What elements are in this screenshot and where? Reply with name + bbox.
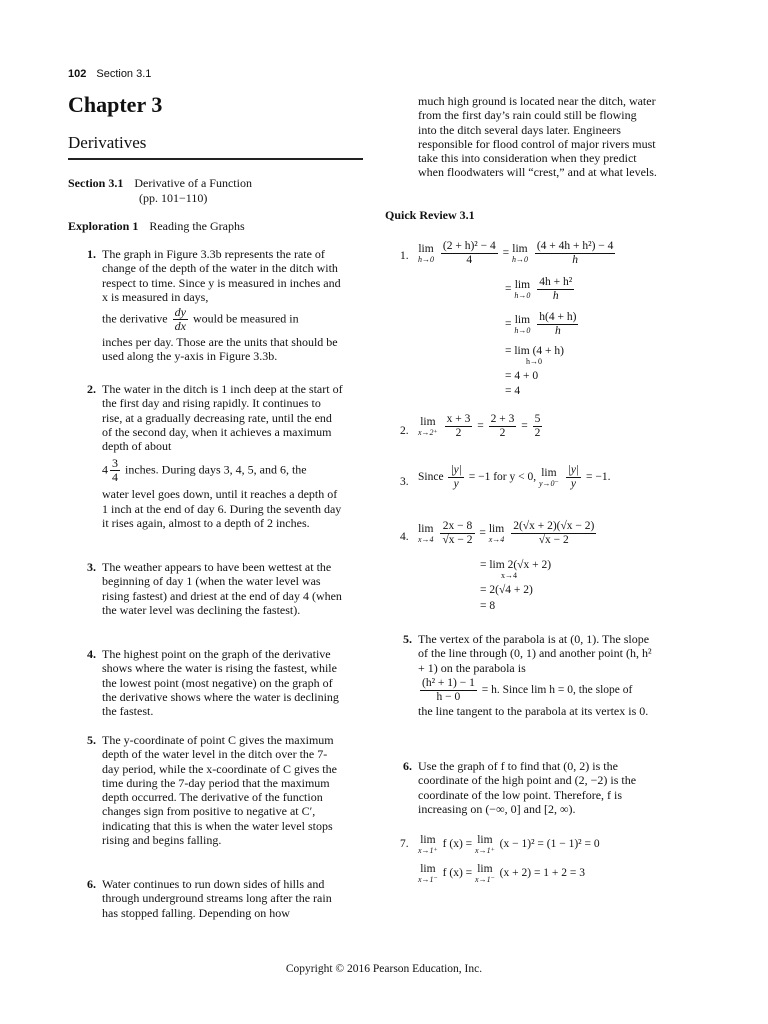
exploration-item-3 [84,560,344,617]
review-4-line-4: = 8 [480,600,496,612]
dy-dx-fraction: $\frac{dy}{dx}$ [174,305,186,334]
derivative-line [102,306,344,333]
exploration-label: Exploration 1 [68,219,139,233]
item-text: The y-coordinate of point C gives the maximum depth of the water level in the ditch over the 7-day period, while the x-coordinate of C gives the time during the 7-day period that the maximum depth occurred. The derivative of the function changes sign from positive to negative at C′, indicating that this is when the water level stops rising and begins falling. [102,733,337,848]
review-number-3: 3. [400,476,409,488]
item-number: 6. [403,759,412,773]
item-text: inches. During days 3, 4, 5, and 6, the [125,462,307,477]
review-number-4: 4. [400,531,409,543]
section-title: Derivative of a Function [134,176,252,190]
review-1-line-4-sub: h→0 [526,357,542,366]
item-text: The graph in Figure 3.3b represents the rate of change of the depth of the water in the ditch with respect to time. Since y is measured in inches and x is measured in days, [102,247,341,304]
running-header [68,68,151,80]
mixed-number-line [102,457,344,484]
review-1-line-6: = 4 [505,385,521,397]
item-text: Use the graph of f to find that (0, 2) is the coordinate of the high point and (2, −2) is the coordinate of the low point. Therefore, f is increasing on (−∞, 0] and [2, ∞). [418,759,637,816]
exploration-item-4 [84,647,344,718]
item-text: the line tangent to the parabola at its vertex is 0. [418,703,649,718]
review-number-1: 1. [400,250,409,262]
item-text: would be measured in [192,311,299,326]
exploration-item-6-continuation: much high ground is located near the ditch, water from the first day’s rain could still be flowing into the ditch several days later. Engineers responsible for flood control of major rivers must take this into consideration when they predict when floodwaters will “crest,” and at what levels. [418,94,657,180]
item-text: The highest point on the graph of the derivative shows where the water is rising the fastest, while the lowest point (most negative) on the graph of the derivative shows where the water is declining the fastest. [102,647,339,719]
item-number: 3. [87,560,96,574]
review-2-line: lim x→2⁺ $\frac{x + 3}{2}$ = $\frac{2 + 3}{2}$ = $\frac{5}{2}$ [418,413,541,439]
item-text: inches per day. Those are the units that should be used along the y-axis in Figure 3.3b. [102,335,338,364]
section-label: Section 3.1 [68,176,124,190]
review-7-line-1: lim x→1⁺ f (x) = lim x→1⁺ (x − 1)² = (1 − 1)² = 0 [418,834,600,855]
review-1-line-3: = lim h→0 $\frac{h(4 + h)}{h}$ [505,311,577,337]
item-number: 4. [87,647,96,661]
review-1-line-4: = lim (4 + h) [505,345,564,357]
review-4-line-1: lim x→4 $\frac{2x - 8}{√x - 2}$ = lim x→4 $\frac{2(√x + 2)(√x - 2)}{√x - 2}$ [418,520,595,546]
review-7-line-2: lim x→1⁻ f (x) = lim x→1⁻ (x + 2) = 1 + 2 = 3 [418,863,586,884]
review-5-math: $\frac{\text{(h² + 1) − 1}}{h - 0}$ = h. Since lim h = 0, the slope of [422,676,633,703]
review-4-line-2-sub: x→4 [501,571,517,580]
item-number: 1. [87,247,96,261]
item-text: The vertex of the parabola is at (0, 1). The slope of the line through (0, 1) and another point (h, h² + 1) on the parabola is [418,632,652,675]
title-rule [68,158,363,160]
review-4-line-3: = 2(√4 + 2) [480,584,533,596]
exploration-title: Reading the Graphs [149,219,245,233]
item-number: 5. [403,632,412,646]
review-item-5 [400,632,655,718]
copyright-footer: Copyright © 2016 Pearson Education, Inc. [285,963,483,975]
quick-review-heading: Quick Review 3.1 [385,208,475,222]
exploration-item-5 [84,733,344,847]
page-number: 102 [68,68,87,80]
exploration-item-1 [84,247,344,364]
item-text: water level goes down, until it reaches a depth of 1 inch at the end of day 6. During the seventh day it rises again, almost to a depth of 2 inches. [102,487,342,531]
chapter-subtitle: Derivatives [68,133,147,152]
section-heading [68,176,252,191]
review-4-line-2: = lim 2(√x + 2) [480,559,552,571]
item-number: 2. [87,382,96,396]
exploration-item-6 [84,877,344,920]
mixed-number-whole: 4 [102,462,108,477]
review-number-7: 7. [400,838,409,850]
review-1-line-1: lim h→0 $\frac{\text{(2 + h)² − 4}}{4}$ = lim h→0 $\frac{\text{(4 + 4h + h²) − 4}}{h}$ [418,240,614,266]
exploration-heading [68,219,245,234]
chapter-title: Chapter 3 [68,92,163,117]
item-number: 5. [87,733,96,747]
mixed-number-fraction: $\frac{3}{4}$ [112,456,118,485]
item-number: 6. [87,877,96,891]
review-3-line: Since $\frac{|y|}{y}$ = −1 for y < 0, lim y→0⁻ $\frac{|y|}{y}$ = −1. [418,464,611,490]
review-1-line-2: = lim h→0 $\frac{\text{4h + h²}}{h}$ [505,276,573,302]
exploration-item-2 [84,382,344,530]
item-text: Water continues to run down sides of hills and through underground streams long after the rain has stopped falling. Depending on how [102,877,332,920]
item-text: the derivative [102,311,168,326]
review-number-2: 2. [400,425,409,437]
header-section: Section 3.1 [96,68,152,80]
review-1-line-5: = 4 + 0 [505,370,539,382]
section-pages: (pp. 101−110) [139,191,208,205]
item-text: The weather appears to have been wettest at the beginning of day 1 (when the water level was rising fastest) and driest at the end of day 4 (when the water level was declining the fastest). [102,560,342,617]
item-text: The water in the ditch is 1 inch deep at the start of the first day and rising rapidly. It continues to rise, at a gradually decreasing rate, until the end of the second day, when it achieves a maximum depth of about [102,382,343,454]
review-item-6 [400,759,655,816]
